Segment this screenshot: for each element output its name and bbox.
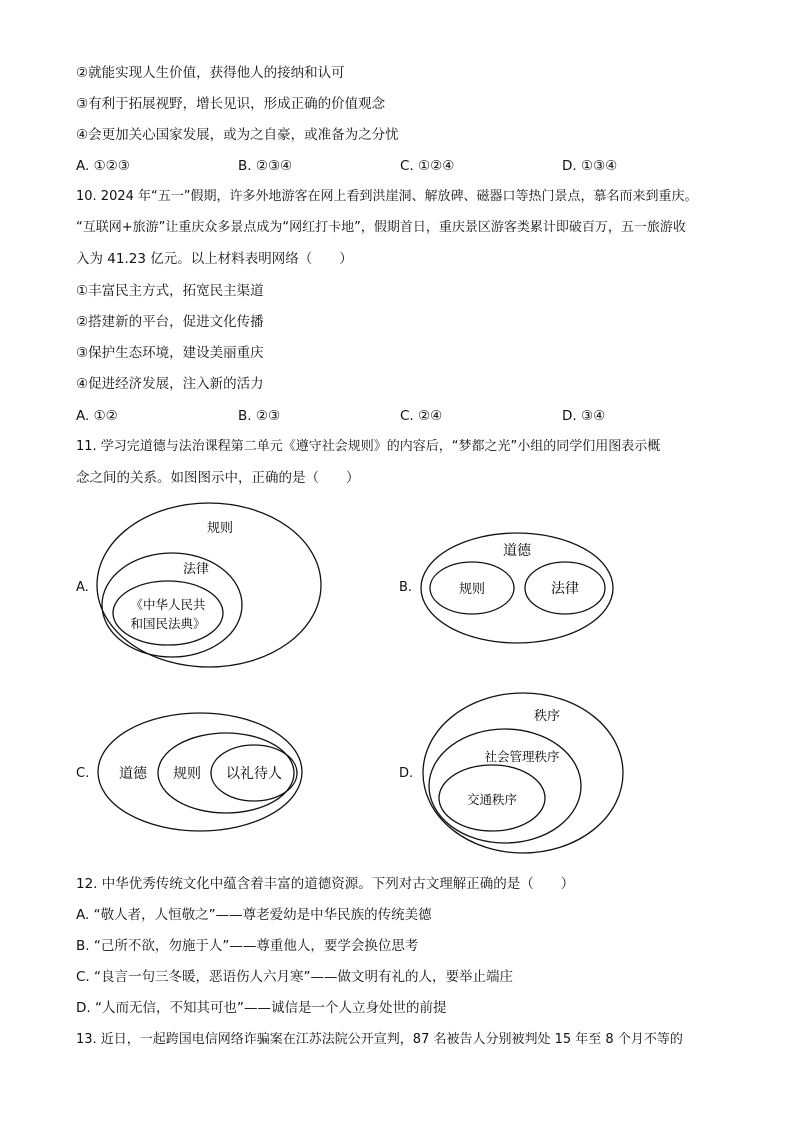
diagram-b-letter: B. — [399, 580, 413, 595]
diagram-a — [96, 500, 326, 670]
q12-stem: 12. 中华优秀传统文化中蕴含着丰富的道德资源。下列对古文理解正确的是（ ） — [76, 876, 575, 892]
q9-statement-2: ②就能实现人生价值，获得他人的接纳和认可 — [76, 65, 345, 81]
diagram-d-inner-label: 交通秩序 — [466, 792, 518, 807]
diagram-d — [420, 690, 630, 860]
diagram-c-letter: C. — [76, 766, 90, 781]
q10-option-a: A. ①② — [76, 408, 118, 424]
q10-stem-line-2: “互联网+旅游”让重庆众多景点成为“网红打卡地”，假期首日，重庆景区游客类累计即破百万，五一旅游收 — [76, 220, 686, 235]
q11-stem-line-2: 念之间的关系。如图图示中，正确的是（ ） — [76, 470, 360, 486]
diagram-b-right-label: 法律 — [551, 581, 579, 597]
diagram-b-outer-label: 道德 — [503, 543, 531, 559]
diagram-b-left-label: 规则 — [458, 582, 486, 597]
diagram-a-letter: A. — [76, 580, 89, 595]
diagram-d-letter: D. — [399, 766, 414, 781]
q9-option-c: C. ①②④ — [400, 158, 455, 174]
q12-option-a: A. “敬人者，人恒敬之”——尊老爱幼是中华民族的传统美德 — [76, 907, 432, 923]
diagram-c — [96, 710, 306, 835]
q9-option-d: D. ①③④ — [562, 158, 618, 174]
diagram-c-outer-label: 道德 — [119, 766, 147, 782]
diagram-d-middle-label: 社会管理秩序 — [484, 749, 560, 764]
q9-option-b: B. ②③④ — [238, 158, 293, 174]
q13-stem-line-1: 13. 近日，一起跨国电信网络诈骗案在江苏法院公开宣判，87 名被告人分别被判处 15 年至 8 个月不等的 — [76, 1032, 683, 1047]
q9-option-a: A. ①②③ — [76, 158, 130, 174]
diagram-d-middle-ellipse — [429, 729, 581, 843]
diagram-a-inner-label-1: 《中华人民共 — [130, 597, 206, 612]
q9-statement-3: ③有利于拓展视野，增长见识，形成正确的价值观念 — [76, 96, 386, 112]
q10-stem-line-1: 10. 2024 年“五一”假期，许多外地游客在网上看到洪崖洞、解放碑、磁器口等热门景点，慕名而来到重庆。 — [76, 189, 698, 204]
q10-statement-4: ④促进经济发展，注入新的活力 — [76, 376, 264, 392]
q10-option-c: C. ②④ — [400, 408, 443, 424]
q12-option-d: D. “人而无信，不知其可也”——诚信是一个人立身处世的前提 — [76, 1000, 447, 1016]
diagram-b — [418, 530, 618, 650]
diagram-a-middle-label: 法律 — [182, 562, 210, 577]
diagram-a-inner-label-2: 和国民法典》 — [130, 616, 206, 631]
q10-option-b: B. ②③ — [238, 408, 281, 424]
q12-option-b: B. “己所不欲，勿施于人”——尊重他人，要学会换位思考 — [76, 938, 419, 954]
diagram-c-inner-label: 以礼待人 — [226, 766, 282, 782]
diagram-d-outer-ellipse — [423, 693, 623, 853]
q10-option-d: D. ③④ — [562, 408, 606, 424]
q10-statement-1: ①丰富民主方式，拓宽民主渠道 — [76, 283, 264, 299]
diagram-c-middle-label: 规则 — [173, 766, 201, 782]
q11-stem-line-1: 11. 学习完道德与法治课程第二单元《遵守社会规则》的内容后，“梦都之光”小组的同学们用图表示概 — [76, 439, 661, 454]
diagram-d-outer-label: 秩序 — [533, 709, 561, 724]
q10-statement-2: ②搭建新的平台，促进文化传播 — [76, 314, 264, 330]
q9-statement-4: ④会更加关心国家发展，或为之自豪，或准备为之分忧 — [76, 127, 399, 143]
diagram-a-outer-label: 规则 — [206, 521, 234, 536]
q10-statement-3: ③保护生态环境，建设美丽重庆 — [76, 345, 264, 361]
diagram-a-inner-ellipse — [113, 581, 223, 645]
q12-option-c: C. “良言一句三冬暖，恶语伤人六月寒”——做文明有礼的人，要举止端庄 — [76, 969, 513, 985]
q10-stem-line-3: 入为 41.23 亿元。以上材料表明网络（ ） — [76, 251, 353, 267]
